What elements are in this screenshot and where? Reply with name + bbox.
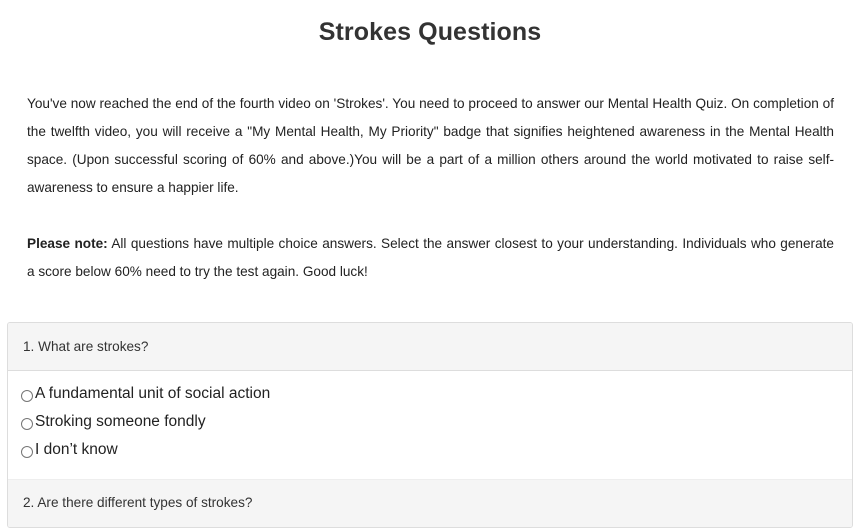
radio-button[interactable] xyxy=(21,418,33,430)
note-text: All questions have multiple choice answers. Select the answer closest to your understanding. Individuals who generate a score below 60% need to try the test again. Good luck! xyxy=(27,236,834,279)
option-label: Stroking someone fondly xyxy=(35,413,206,430)
question-1-options xyxy=(8,371,852,479)
question-2-heading: 2. Are there different types of strokes? xyxy=(8,479,852,527)
question-1-heading: 1. What are strokes? xyxy=(8,323,852,371)
radio-button[interactable] xyxy=(21,390,33,402)
radio-button[interactable] xyxy=(21,446,33,458)
page-title: Strokes Questions xyxy=(318,18,542,46)
option-dont-know[interactable] xyxy=(21,436,852,464)
option-stroking-fondly[interactable] xyxy=(21,408,852,436)
option-label: A fundamental unit of social action xyxy=(35,385,271,402)
note-paragraph xyxy=(27,230,834,286)
quiz-panel xyxy=(7,322,853,528)
option-fundamental-unit[interactable] xyxy=(21,380,852,408)
intro-paragraph: You've now reached the end of the fourth video on 'Strokes'. You need to proceed to answer our Mental Health Quiz. On completion of the twelfth video, you will receive a "My Mental Health, My Priority" badge that signifies heightened awareness in the Mental Health space. (Upon successful scoring of 60% and above.)You will be a part of a million others around the world motivated to raise self-awareness to ensure a happier life. xyxy=(27,96,834,195)
note-label: Please note: xyxy=(27,236,108,251)
option-label: I don’t know xyxy=(35,441,118,458)
